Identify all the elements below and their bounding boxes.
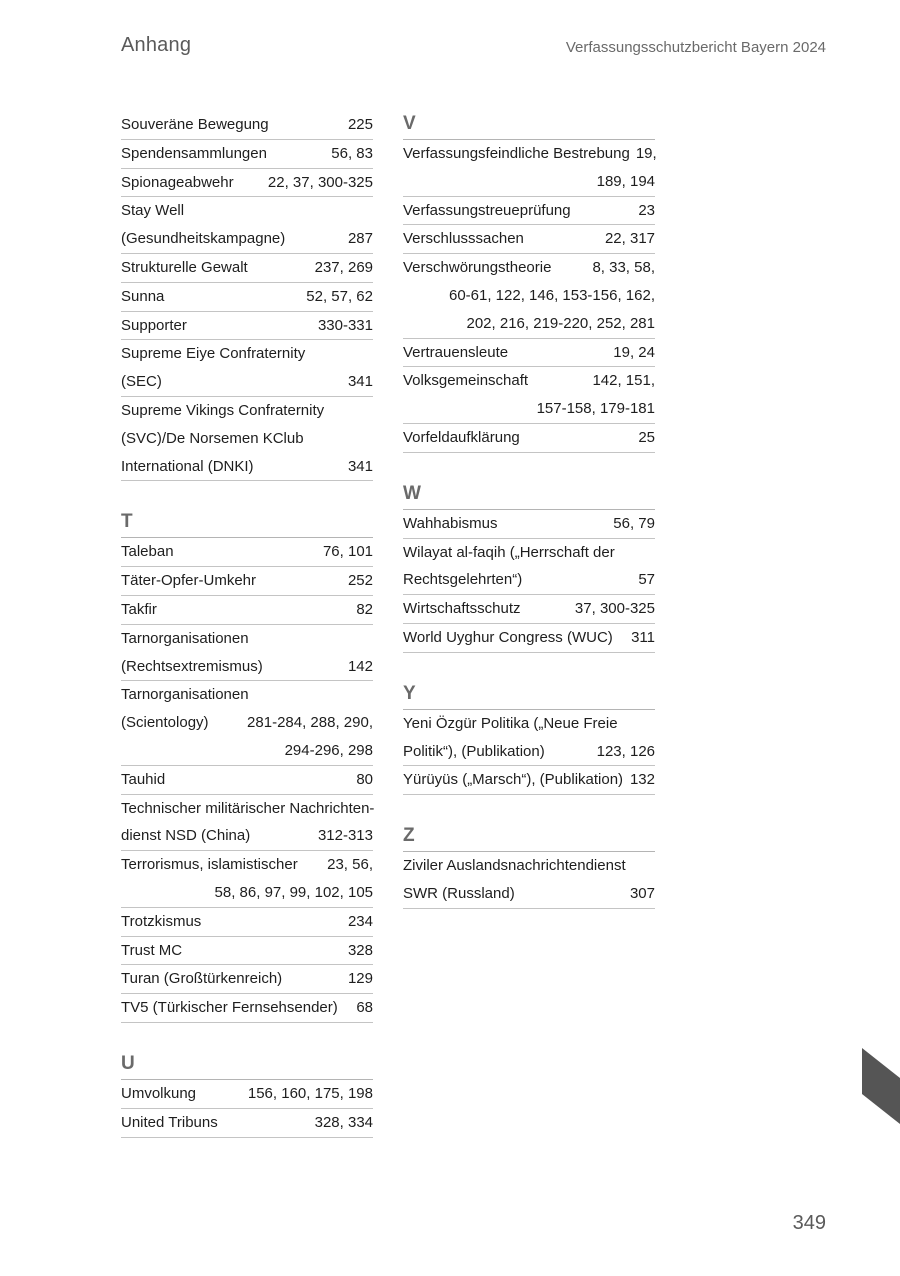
entry-line: [403, 367, 655, 395]
entry-line: [403, 225, 655, 253]
entry-pages: 156, 160, 175, 198: [247, 1084, 373, 1102]
entry-pages: 23, 56,: [327, 856, 373, 874]
entry-line: [121, 908, 373, 936]
entry-line: [403, 424, 655, 452]
entry-line: [403, 624, 655, 652]
entry-term: Terrorismus, islamistischer: [121, 856, 298, 874]
entry-line: [403, 339, 655, 367]
entry-pages: 22, 37, 300-325: [267, 173, 373, 191]
entry-term: dienst NSD (China): [121, 827, 251, 845]
entry-term: Wahhabismus: [403, 514, 498, 532]
entry-line: [121, 965, 373, 993]
entry-term: Politik“), (Publikation): [403, 742, 545, 760]
entry-line: [121, 283, 373, 311]
entry-line: [121, 737, 373, 765]
index-entry: [121, 140, 373, 169]
entry-pages: 80: [356, 770, 373, 788]
entry-line: [121, 197, 373, 225]
entry-line: [121, 340, 373, 368]
entry-pages: 23: [638, 201, 655, 219]
entry-pages: 68: [356, 999, 373, 1017]
index-entry: [121, 1109, 373, 1138]
index-entry: [121, 596, 373, 625]
entry-line: [403, 595, 655, 623]
index-section: [403, 823, 655, 909]
index-entry: [403, 424, 655, 453]
index-entry: [121, 766, 373, 795]
entry-line: [121, 169, 373, 197]
entry-pages: 60-61, 122, 146, 153-156, 162,: [448, 286, 655, 304]
index-column-right: [403, 111, 655, 937]
entry-line: [403, 395, 655, 423]
entry-line: [121, 766, 373, 794]
entry-line: [121, 111, 373, 139]
index-entry: [121, 965, 373, 994]
entry-term: (Rechtsextremismus): [121, 657, 263, 675]
entry-pages: 8, 33, 58,: [592, 259, 655, 277]
entry-pages: 82: [356, 600, 373, 618]
index-entry: [403, 510, 655, 539]
entry-term: Verschlusssachen: [403, 230, 524, 248]
index-entry: [403, 225, 655, 254]
entry-term: Verschwörungstheorie: [403, 259, 552, 277]
entry-pages: 287: [347, 230, 373, 248]
entry-term: International (DNKI): [121, 457, 254, 475]
entry-pages: 76, 101: [322, 543, 373, 561]
entry-line: [121, 596, 373, 624]
entry-term: Wirtschaftsschutz: [403, 600, 521, 618]
entry-pages: 56, 83: [331, 144, 373, 162]
entry-term: Technischer militärischer Nachrichten-: [121, 799, 375, 817]
index-section: [403, 681, 655, 795]
entry-line: [121, 822, 373, 850]
entry-line: [121, 1109, 373, 1137]
index-entry: [121, 994, 373, 1023]
entry-line: [121, 994, 373, 1022]
entry-pages: 237, 269: [314, 258, 373, 276]
entry-pages: 311: [631, 628, 655, 646]
section-letter: Y: [403, 681, 655, 710]
entry-term: Spionageabwehr: [121, 173, 234, 191]
index-section: [121, 111, 373, 481]
index-entry: [403, 595, 655, 624]
entry-line: [121, 709, 373, 737]
index-entry: [403, 197, 655, 226]
index-entry: [121, 397, 373, 481]
entry-term: Supreme Eiye Confraternity: [121, 345, 306, 363]
entry-line: [403, 197, 655, 225]
entry-term: Wilayat al-faqih („Herrschaft der: [403, 543, 615, 561]
entry-pages: 37, 300-325: [574, 600, 655, 618]
entry-line: [121, 795, 373, 823]
entry-term: Turan (Großtürkenreich): [121, 970, 283, 988]
entry-term: Yürüyüs („Marsch“), (Publikation): [403, 771, 624, 789]
entry-line: [403, 766, 655, 794]
index-entry: [121, 197, 373, 254]
section-letter: U: [121, 1051, 373, 1080]
entry-line: [403, 738, 655, 766]
entry-term: Strukturelle Gewalt: [121, 258, 248, 276]
entry-pages: 142, 151,: [592, 372, 655, 390]
entry-pages: 341: [347, 457, 373, 475]
entry-term: Vorfeldaufklärung: [403, 428, 520, 446]
entry-term: Tauhid: [121, 770, 166, 788]
entry-term: Spendensammlungen: [121, 144, 267, 162]
index-entry: [121, 625, 373, 682]
section-letter: W: [403, 481, 655, 510]
entry-term: Stay Well: [121, 202, 185, 220]
index-entry: [403, 766, 655, 795]
entry-line: [121, 1080, 373, 1108]
entry-line: [121, 538, 373, 566]
entry-term: Sunna: [121, 287, 165, 305]
entry-pages: 328: [347, 941, 373, 959]
entry-pages: 22, 317: [604, 230, 655, 248]
entry-line: [403, 880, 655, 908]
entry-line: [403, 566, 655, 594]
entry-pages: 189, 194: [596, 172, 655, 190]
entry-term: World Uyghur Congress (WUC): [403, 628, 613, 646]
entry-term: Trust MC: [121, 941, 183, 959]
chapter-tab-icon: [862, 1048, 900, 1124]
index-column-left: [121, 111, 373, 1166]
section-letter: T: [121, 509, 373, 538]
entry-term: Tarnorganisationen: [121, 629, 249, 647]
entry-line: [403, 140, 655, 168]
entry-line: [121, 567, 373, 595]
entry-line: [403, 168, 655, 196]
entry-term: (Scientology): [121, 714, 209, 732]
entry-pages: 56, 79: [613, 514, 655, 532]
section-letter: V: [403, 111, 655, 140]
entry-line: [403, 282, 655, 310]
index-entry: [403, 852, 655, 909]
entry-pages: 129: [347, 970, 373, 988]
entry-pages: 58, 86, 97, 99, 102, 105: [214, 883, 373, 901]
entry-pages: 25: [638, 428, 655, 446]
section-title: Anhang: [121, 34, 192, 56]
entry-term: Yeni Özgür Politika („Neue Freie: [403, 714, 618, 732]
entry-pages: 142: [347, 657, 373, 675]
entry-term: Verfassungsfeindliche Bestrebung: [403, 145, 630, 162]
entry-pages: 341: [347, 373, 373, 391]
index-entry: [121, 908, 373, 937]
entry-pages: 132: [629, 771, 655, 789]
entry-line: [121, 937, 373, 965]
entry-line: [403, 310, 655, 338]
entry-line: [403, 852, 655, 880]
entry-line: [121, 879, 373, 907]
entry-term: Verfassungstreueprüfung: [403, 201, 571, 219]
entry-line: [121, 312, 373, 340]
entry-line: [121, 453, 373, 481]
entry-pages: 52, 57, 62: [306, 287, 373, 305]
index-section: [121, 1051, 373, 1138]
index-entry: [121, 937, 373, 966]
entry-term: Vertrauensleute: [403, 343, 509, 361]
entry-term: Umvolkung: [121, 1084, 197, 1102]
entry-pages: 312-313: [317, 827, 373, 845]
entry-term: (Gesundheitskampagne): [121, 230, 286, 248]
entry-pages: 19, 24: [613, 343, 655, 361]
index-entry: [121, 283, 373, 312]
entry-term: SWR (Russland): [403, 884, 515, 902]
entry-line: [403, 510, 655, 538]
entry-pages: 294-296, 298: [284, 741, 373, 759]
index-entry: [121, 169, 373, 198]
entry-term: (SVC)/De Norsemen KClub: [121, 429, 304, 447]
index-entry: [403, 140, 655, 197]
entry-term: Souveräne Bewegung: [121, 116, 269, 133]
index-entry: [121, 795, 373, 852]
index-section: [121, 509, 373, 1023]
entry-pages: 19,: [635, 145, 657, 162]
entry-term: Ziviler Auslandsnachrichtendienst: [403, 857, 626, 875]
index-entry: [121, 538, 373, 567]
index-entry: [121, 851, 373, 908]
entry-pages: 330-331: [317, 316, 373, 334]
entry-line: [403, 710, 655, 738]
index-entry: [403, 539, 655, 596]
index-entry: [121, 111, 373, 140]
entry-line: [121, 140, 373, 168]
entry-pages: 328, 334: [314, 1113, 373, 1131]
index-entry: [121, 254, 373, 283]
page-number: 349: [792, 1212, 826, 1234]
entry-line: [121, 397, 373, 425]
entry-pages: 57: [638, 571, 655, 589]
entry-pages: 234: [347, 912, 373, 930]
index-entry: [121, 1080, 373, 1109]
entry-term: Volksgemeinschaft: [403, 372, 529, 390]
index-entry: [403, 710, 655, 767]
index-entry: [403, 624, 655, 653]
index-entry: [121, 681, 373, 765]
entry-line: [121, 225, 373, 253]
index-section: [403, 481, 655, 653]
entry-line: [121, 851, 373, 879]
entry-line: [121, 625, 373, 653]
entry-pages: 123, 126: [596, 742, 655, 760]
entry-line: [121, 653, 373, 681]
entry-line: [121, 681, 373, 709]
index-entry: [403, 254, 655, 338]
entry-term: Täter-Opfer-Umkehr: [121, 572, 257, 590]
section-letter: Z: [403, 823, 655, 852]
entry-line: [403, 254, 655, 282]
entry-term: Rechtsgelehrten“): [403, 571, 523, 589]
entry-term: (SEC): [121, 373, 162, 391]
entry-term: United Tribuns: [121, 1113, 218, 1131]
index-entry: [121, 340, 373, 397]
entry-line: [121, 425, 373, 453]
index-section: [403, 111, 655, 453]
entry-term: Takfir: [121, 600, 157, 618]
index-entry: [121, 312, 373, 341]
entry-pages: 307: [629, 884, 655, 902]
document-title: Verfassungsschutzbericht Bayern 2024: [565, 39, 826, 56]
entry-line: [121, 254, 373, 282]
entry-line: [121, 368, 373, 396]
entry-term: Supporter: [121, 316, 187, 334]
entry-term: Taleban: [121, 543, 174, 561]
entry-pages: 281-284, 288, 290,: [247, 714, 373, 732]
entry-term: TV5 (Türkischer Fernsehsender): [121, 999, 338, 1017]
entry-pages: 157-158, 179-181: [536, 400, 655, 418]
index-entry: [121, 567, 373, 596]
index-entry: [403, 367, 655, 424]
entry-term: Tarnorganisationen: [121, 686, 249, 704]
entry-pages: 225: [347, 116, 373, 133]
entry-term: Trotzkismus: [121, 912, 202, 930]
entry-line: [403, 539, 655, 567]
entry-term: Supreme Vikings Confraternity: [121, 401, 325, 419]
entry-pages: 202, 216, 219-220, 252, 281: [466, 314, 655, 332]
entry-pages: 252: [347, 572, 373, 590]
chapter-tab-shape: [862, 1048, 900, 1124]
index-entry: [403, 339, 655, 368]
